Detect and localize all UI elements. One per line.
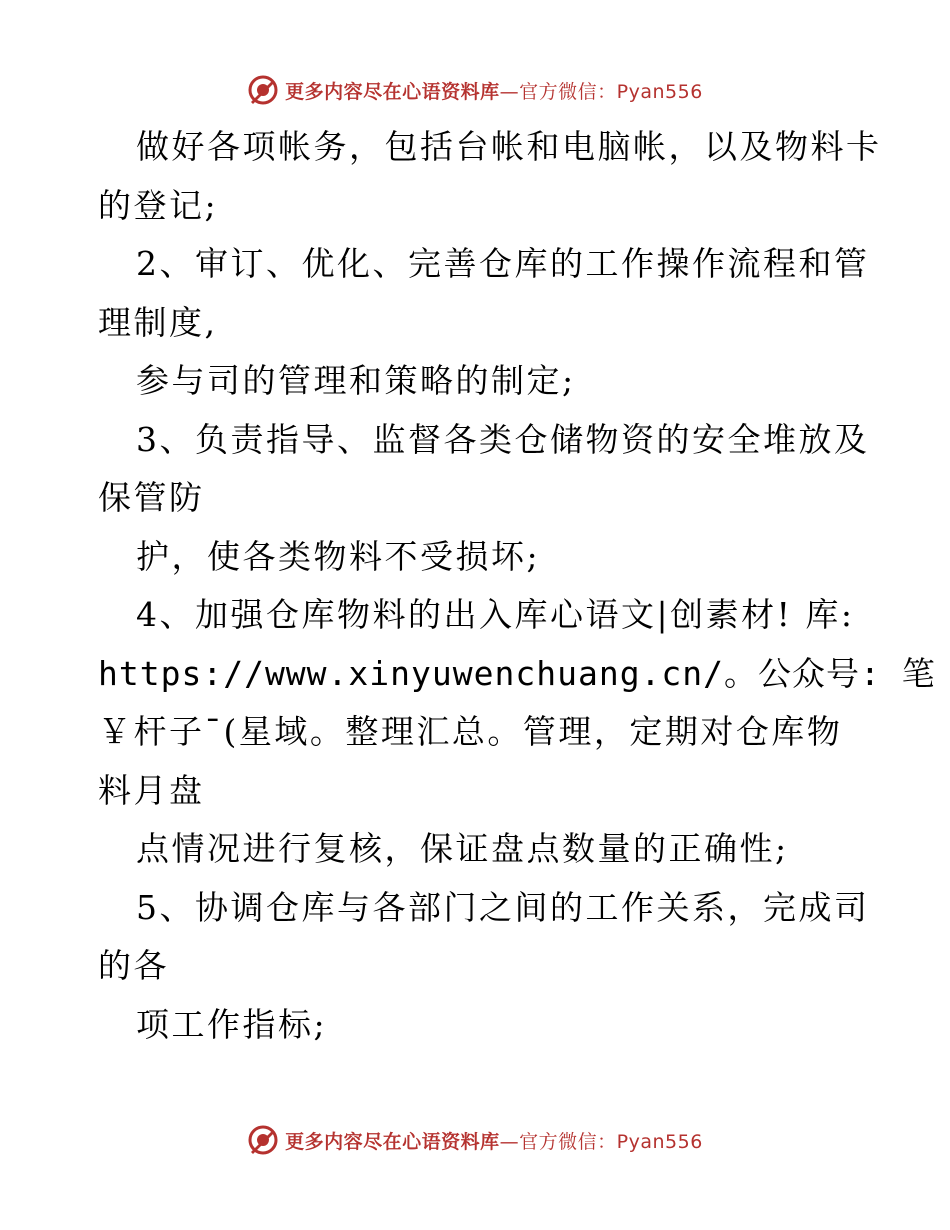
document-body bbox=[98, 118, 936, 1054]
text-line: 做好各项帐务，包括台帐和电脑帐，以及物料卡 bbox=[136, 127, 882, 166]
brand-logo-icon bbox=[247, 74, 279, 106]
text-line: 理制度, bbox=[98, 302, 218, 342]
text-line: 料月盘 bbox=[98, 770, 205, 810]
text-line: 护，使各类物料不受损坏; bbox=[136, 536, 541, 576]
text-line: 4、加强仓库物料的出入库心语文|创素材! 库: bbox=[136, 595, 855, 634]
text-line: 参与司的管理和策略的制定; bbox=[136, 361, 576, 400]
text-line: 的登记; bbox=[98, 185, 219, 225]
text-line: 的各 bbox=[98, 946, 169, 985]
header-banner bbox=[0, 70, 950, 110]
text-line-url: https://www.xinyuwenchuang.cn/。公众号: 笔 bbox=[98, 653, 936, 693]
brand-logo-icon bbox=[247, 1124, 279, 1156]
text-line: 保管防 bbox=[98, 478, 205, 517]
text-line: 5、协调仓库与各部门之间的工作关系，完成司 bbox=[136, 887, 870, 927]
text-line: ￥杆子¯(星域。整理汇总。管理，定期对仓库物 bbox=[98, 712, 843, 751]
text-line: 2、审订、优化、完善仓库的工作操作流程和管 bbox=[136, 244, 870, 283]
footer-banner bbox=[0, 1120, 950, 1160]
footer-banner-text: 更多内容尽在心语资料库—官方微信：Pyan556 bbox=[285, 1130, 703, 1153]
text-line: 点情况进行复核，保证盘点数量的正确性; bbox=[136, 829, 789, 868]
text-line: 3、负责指导、监督各类仓储物资的安全堆放及 bbox=[136, 419, 870, 459]
text-line: 项工作指标; bbox=[136, 1004, 328, 1044]
header-banner-text: 更多内容尽在心语资料库—官方微信：Pyan556 bbox=[285, 80, 703, 103]
